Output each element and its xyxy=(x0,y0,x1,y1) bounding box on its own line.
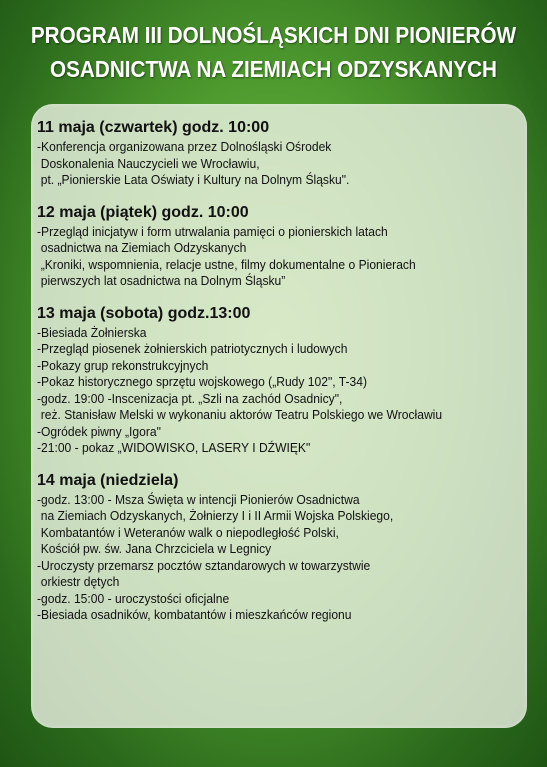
program-line: osadnictwa na Ziemiach Odzyskanych xyxy=(40,240,247,255)
program-line: -Przegląd inicjatyw i form utrwalania pamięci o pionierskich latach xyxy=(37,223,388,239)
program-line: reż. Stanisław Melski w wykonaniu aktorów Teatru Polskiego we Wrocławiu xyxy=(40,407,443,422)
day-heading: 13 maja (sobota) godz.13:00 xyxy=(37,304,251,322)
program-line: -Konferencja organizowana przez Dolnośląski Ośrodek xyxy=(37,139,332,154)
day-heading: 12 maja (piątek) godz. 10:00 xyxy=(37,203,249,221)
page-title xyxy=(27,18,519,86)
program-line: -Biesiada osadników, kombatantów i mieszkańców regionu xyxy=(37,607,352,622)
program-line: na Ziemiach Odzyskanych, Żołnierzy I i II Armii Wojska Polskiego, xyxy=(40,508,394,523)
program-line: „Kroniki, wspomnienia, relacje ustne, filmy dokumentalne o Pionierach xyxy=(40,256,416,272)
program-line: Kombatantów i Weteranów walk o niepodległość Polski, xyxy=(40,524,339,540)
program-line: -Pokazy grup rekonstrukcyjnych xyxy=(37,357,209,373)
program-content xyxy=(37,118,527,638)
program-line: Doskonalenia Nauczycieli we Wrocławiu, xyxy=(40,155,260,171)
program-line: -Biesiada Żołnierska xyxy=(37,324,147,340)
day-heading: 14 maja (niedziela) xyxy=(37,471,179,489)
day-section-14-may xyxy=(37,471,527,624)
program-line: orkiestr dętych xyxy=(40,574,120,589)
day-section-11-may xyxy=(37,118,527,189)
day-section-13-may xyxy=(37,304,527,457)
program-line: -Ogródek piwny „Igora" xyxy=(37,423,161,439)
program-line: -Pokaz historycznego sprzętu wojskowego („Rudy 102", T-34) xyxy=(37,374,367,389)
program-line: pierwszych lat osadnictwa na Dolnym Śląsku” xyxy=(40,273,286,288)
program-line: pt. „Pionierskie Lata Oświaty i Kultury na Dolnym Śląsku". xyxy=(40,172,350,187)
program-line: Kościół pw. św. Jana Chrzciciela w Legnicy xyxy=(40,541,272,556)
day-heading: 11 maja (czwartek) godz. 10:00 xyxy=(37,119,270,136)
program-line: -godz. 19:00 -Inscenizacja pt. „Szli na zachód Osadnicy", xyxy=(37,390,343,406)
day-section-12-may xyxy=(37,203,527,290)
program-line: -godz. 13:00 - Msza Święta w intencji Pionierów Osadnictwa xyxy=(37,491,360,507)
program-line: -Uroczysty przemarsz pocztów sztandarowych w towarzystwie xyxy=(37,557,371,573)
program-line: -godz. 15:00 - uroczystości oficjalne xyxy=(37,590,230,606)
program-line: -21:00 - pokaz „WIDOWISKO, LASERY I DŹWIĘK" xyxy=(37,440,311,455)
title-line-1: PROGRAM III DOLNOŚLĄSKICH DNI PIONIERÓW xyxy=(30,22,517,48)
title-line-2: OSADNICTWA NA ZIEMIACH ODZYSKANYCH xyxy=(50,56,497,82)
program-line: -Przegląd piosenek żołnierskich patriotycznych i ludowych xyxy=(37,341,348,356)
